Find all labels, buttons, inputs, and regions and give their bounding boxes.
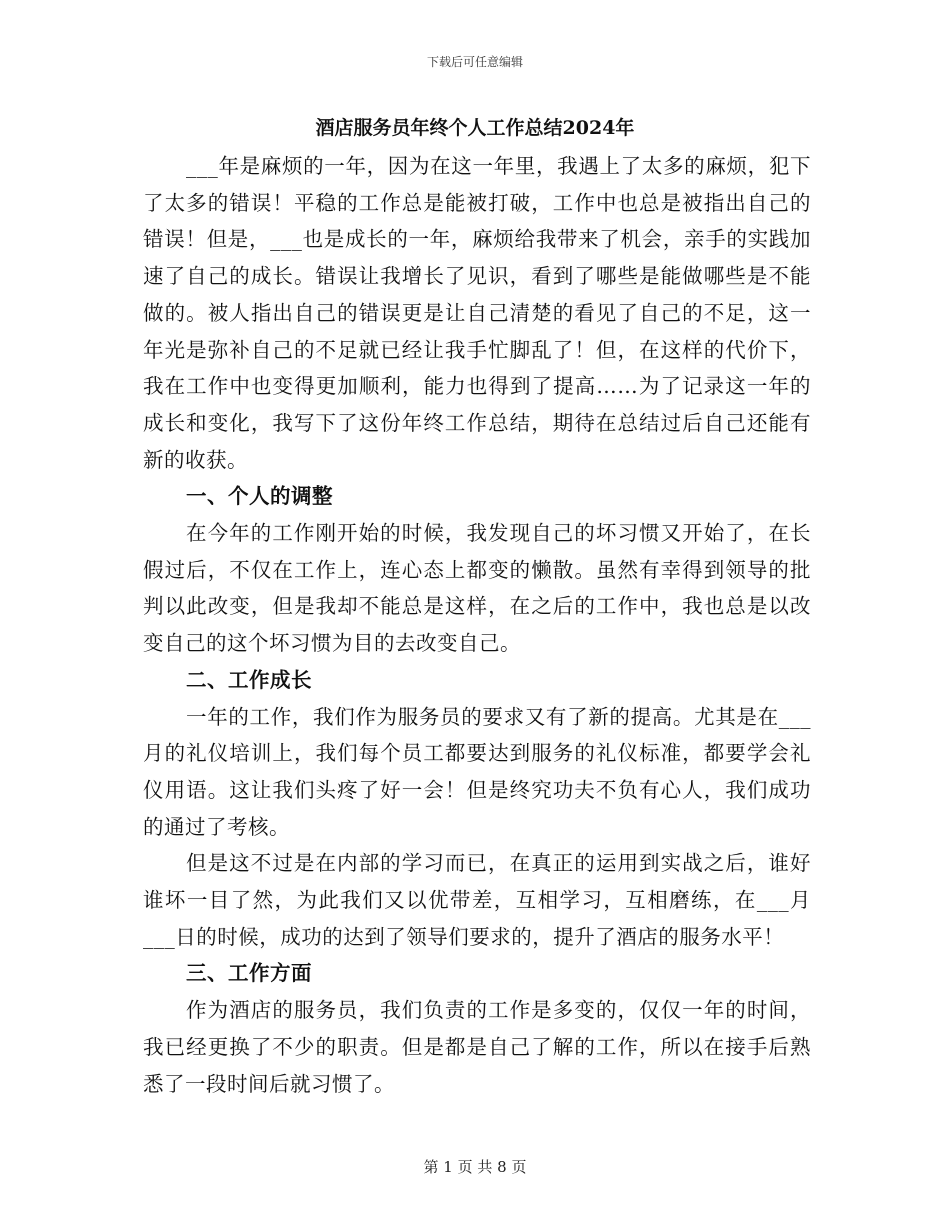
section-3-paragraph: 作为酒店的服务员，我们负责的工作是多变的，仅仅一年的时间，我已经更换了不少的职责。但是都是自己了解的工作，所以在接手后熟悉了一段时间后就习惯了。 [143,998,811,1096]
page-number: 第 1 页 共 8 页 [423,1158,527,1176]
section-heading-work-growth: 二、工作成长 [186,667,313,692]
page-header-note: 下载后可任意编辑 [426,55,523,69]
section-2-paragraph-1: 一年的工作，我们作为服务员的要求又有了新的提高。尤其是在___月的礼仪培训上，我们每个员工都要达到服务的礼仪标准，都要学会礼仪用语。这让我们头疼了好一会！但是终究功夫不负有心人，我们成功的通过了考核。 [143,704,811,839]
section-heading-work-aspects: 三、工作方面 [186,961,313,986]
section-2-paragraph-2: 但是这不过是在内部的学习而已，在真正的运用到实战之后，谁好谁坏一目了然，为此我们又以优带差，互相学习，互相磨练，在___月___日的时候，成功的达到了领导们要求的，提升了酒店的服务水平！ [143,851,811,949]
intro-paragraph: ___年是麻烦的一年，因为在这一年里，我遇上了太多的麻烦，犯下了太多的错误！平稳的工作总是能被打破，工作中也总是被指出自己的错误！但是，___也是成长的一年，麻烦给我带来了机会，亲手的实践加速了自己的成长。错误让我增长了见识，看到了哪些是能做哪些是不能做的。被人指出自己的错误更是让自己清楚的看见了自己的不足，这一年光是弥补自己的不足就已经让我手忙脚乱了！但，在这样的代价下，我在工作中也变得更加顺利，能力也得到了提高……为了记录这一年的成长和变化，我写下了这份年终工作总结，期待在总结过后自己还能有新的收获。 [143,154,811,472]
section-heading-personal-adjustment: 一、个人的调整 [186,484,334,509]
document-body [143,148,811,1102]
section-1-paragraph: 在今年的工作刚开始的时候，我发现自己的坏习惯又开始了，在长假过后，不仅在工作上，连心态上都变的懒散。虽然有幸得到领导的批判以此改变，但是我却不能总是这样，在之后的工作中，我也总是以改变自己的这个坏习惯为目的去改变自己。 [143,521,811,656]
document-title: 酒店服务员年终个人工作总结2024年 [315,117,635,139]
